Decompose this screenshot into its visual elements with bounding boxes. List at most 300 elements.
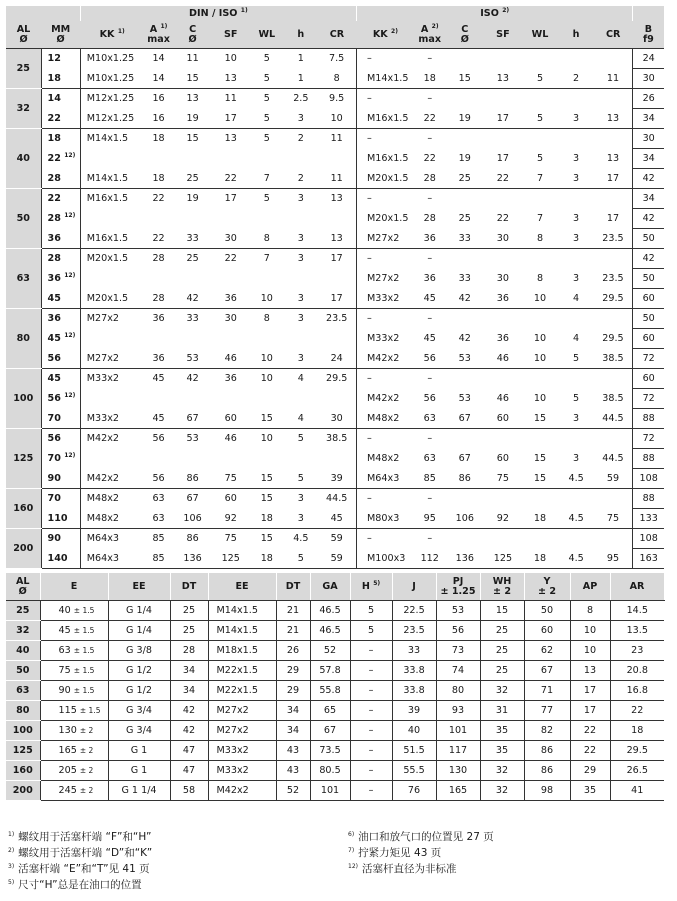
- table2-row: [6, 621, 664, 641]
- table2-cell: 32: [480, 681, 524, 701]
- table2-cell: 76: [392, 781, 436, 801]
- din-cell: 18: [249, 549, 284, 569]
- table2-row: [6, 781, 664, 801]
- footnote-text: 活塞杆端 “E”和“T”见 41 页: [18, 863, 150, 875]
- table2-header-5: [276, 573, 310, 601]
- iso-cell: 18: [414, 69, 445, 89]
- din-cell: [284, 269, 317, 289]
- din-cell: 13: [224, 133, 237, 145]
- footnote-ref: 2): [8, 847, 15, 854]
- table1-header-12: [484, 21, 521, 49]
- din-cell: [173, 209, 212, 229]
- table2-cell: 80.5: [310, 761, 350, 781]
- rod-mm-value: 70: [47, 493, 61, 505]
- din-cell: 3: [284, 289, 317, 309]
- table2-cell: 60: [524, 621, 570, 641]
- iso-cell: [445, 129, 484, 149]
- table1-row: [6, 309, 664, 329]
- iso-cell: 15: [445, 69, 484, 89]
- table2-header-2: [108, 573, 170, 601]
- table1-header-label: MM: [51, 23, 71, 35]
- iso-cell: –: [427, 53, 433, 65]
- din-cell: 67: [173, 409, 212, 429]
- iso-cell: 19: [445, 109, 484, 129]
- din-cell: M64x3: [80, 529, 144, 549]
- table2-cell: 42: [170, 721, 208, 741]
- table1-header-2: [80, 21, 144, 49]
- iso-cell: 22: [484, 169, 521, 189]
- din-cell: [80, 209, 144, 229]
- din-cell: 63: [152, 493, 165, 505]
- table1-body: [6, 49, 664, 569]
- table2-cell: 67: [524, 661, 570, 681]
- table2-header-7: [350, 573, 392, 601]
- din-cell: 13: [317, 229, 356, 249]
- din-cell: [80, 149, 144, 169]
- din-cell: 36: [152, 313, 165, 325]
- table2-header-6: [310, 573, 350, 601]
- rod-mm-value: 110: [47, 512, 68, 524]
- b-f9-cell: 50: [633, 309, 664, 329]
- iso-cell: M100x3: [357, 549, 415, 569]
- table2-cell: 20.8: [610, 661, 664, 681]
- din-cell: [317, 149, 356, 169]
- table2-body: [6, 601, 664, 801]
- iso-cell: 2: [559, 69, 594, 89]
- iso-cell: [594, 529, 633, 549]
- table2-cell: 34: [276, 701, 310, 721]
- din-cell: 92: [212, 509, 249, 529]
- din-cell: M48x2: [80, 509, 144, 529]
- iso-cell: 136: [445, 549, 484, 569]
- table1-row: [6, 49, 664, 69]
- b-f9-cell: 108: [633, 529, 664, 549]
- iso-cell: –: [427, 373, 433, 385]
- iso-cell: –: [367, 53, 372, 65]
- iso-cell: 5: [521, 69, 558, 89]
- iso-cell: 42: [445, 289, 484, 309]
- table1-row: [6, 429, 664, 449]
- din-cell: 13: [186, 93, 199, 105]
- table2-cell: G 1/4: [108, 621, 170, 641]
- bore-al-cell: 25: [6, 49, 41, 89]
- b-f9-cell: 26: [633, 89, 664, 109]
- table1-header-sublabel: Ø: [188, 33, 197, 45]
- iso-cell: [484, 49, 521, 69]
- iso-cell: 95: [594, 549, 633, 569]
- table2-header-sublabel: Ø: [18, 585, 27, 597]
- din-cell: 125: [212, 549, 249, 569]
- b-f9-cell: 24: [633, 49, 664, 69]
- e-tolerance: ± 1.5: [79, 706, 101, 715]
- table2-cell: 23.5: [392, 621, 436, 641]
- iso-cell: 22: [423, 153, 436, 164]
- din-cell: 16: [144, 109, 173, 129]
- din-cell: 18: [152, 133, 165, 145]
- din-iso-dimensions-table: [6, 6, 664, 569]
- din-cell: 46: [224, 433, 237, 445]
- iso-cell: 5: [521, 109, 558, 129]
- din-cell: 5: [249, 69, 284, 89]
- iso-cell: –: [367, 93, 372, 105]
- iso-cell: 15: [533, 453, 547, 464]
- table1-header-1: [41, 21, 80, 49]
- rod-mm-cell: [41, 69, 80, 89]
- din-cell: 86: [186, 533, 199, 545]
- iso-cell: 25: [445, 169, 484, 189]
- iso-cell: 18: [521, 509, 558, 529]
- din-cell: [144, 389, 173, 409]
- din-cell: M42x2: [80, 429, 144, 449]
- iso-cell: 30: [484, 229, 521, 249]
- iso-cell: –: [367, 433, 372, 445]
- table2-cell: 65: [310, 701, 350, 721]
- table1-header-label: CR: [606, 28, 621, 40]
- table2-cell: 86: [524, 741, 570, 761]
- table2-cell: M33x2: [208, 761, 276, 781]
- din-cell: 8: [249, 229, 284, 249]
- din-cell: [80, 389, 144, 409]
- din-cell: [284, 449, 317, 469]
- din-cell: 75: [224, 533, 237, 545]
- din-cell: [284, 389, 317, 409]
- rod-mm-cell: [41, 389, 80, 409]
- b-f9-cell: 60: [633, 289, 664, 309]
- iso-cell: –: [367, 253, 372, 265]
- din-cell: [212, 149, 249, 169]
- din-cell: 25: [173, 169, 212, 189]
- iso-cell: [484, 309, 521, 329]
- din-cell: 3: [297, 313, 304, 325]
- bore-al-cell: 63: [6, 249, 41, 309]
- b-f9-cell: 72: [633, 389, 664, 409]
- table1-header-6: [249, 21, 284, 49]
- din-cell: 22: [212, 169, 249, 189]
- din-cell: 11: [317, 129, 356, 149]
- table1-header-ref: 2): [431, 22, 439, 30]
- din-cell: 45: [152, 373, 165, 385]
- din-cell: 7: [263, 253, 270, 265]
- table2-cell: –: [350, 761, 392, 781]
- table2-cell: 74: [436, 661, 480, 681]
- iso-cell: [484, 89, 521, 109]
- iso-cell: 3: [573, 453, 580, 464]
- table2-cell: 73: [436, 641, 480, 661]
- iso-cell: [445, 529, 484, 549]
- din-cell: 33: [173, 229, 212, 249]
- iso-cell: 46: [496, 393, 510, 404]
- din-cell: 22: [152, 193, 165, 205]
- rod-mm-cell: [41, 169, 80, 189]
- table2-cell: M14x1.5: [208, 621, 276, 641]
- rod-mm-cell: [41, 369, 80, 389]
- din-cell: 3: [297, 253, 304, 265]
- iso-cell: 75: [484, 469, 521, 489]
- iso-cell: –: [427, 433, 433, 445]
- table1-row: [6, 189, 664, 209]
- din-cell: [249, 329, 284, 349]
- table1-header-label: SF: [223, 28, 238, 40]
- iso-cell: M48x2: [357, 409, 415, 429]
- iso-cell: [521, 49, 558, 69]
- din-cell: 22: [224, 253, 237, 265]
- table1-header-label: SF: [496, 28, 510, 40]
- iso-cell: 10: [533, 333, 547, 344]
- din-cell: 5: [263, 53, 270, 65]
- din-cell: 60: [212, 409, 249, 429]
- table2-cell: 34: [170, 661, 208, 681]
- table1-row: [6, 69, 664, 89]
- bore-al-cell: 160: [6, 489, 41, 529]
- rod-mm-cell: [41, 129, 80, 149]
- table2-header-label: GA: [322, 580, 338, 592]
- table1-header-14: [559, 21, 594, 49]
- table1-row: [6, 169, 664, 189]
- table2-cell: 5: [350, 621, 392, 641]
- table2-cell: 67: [310, 721, 350, 741]
- din-cell: 2: [297, 133, 304, 145]
- rod-mm-ref: 12): [64, 332, 76, 339]
- table2-header: [6, 573, 664, 601]
- iso-cell: [521, 489, 558, 509]
- iso-cell: M64x3: [357, 469, 415, 489]
- table2-cell: 22: [570, 721, 610, 741]
- footnote-ref: 6): [348, 831, 355, 838]
- din-cell: 11: [186, 53, 199, 65]
- iso-cell: 10: [533, 393, 547, 404]
- table2-cell: 86: [524, 761, 570, 781]
- b-f9-cell: 34: [633, 189, 664, 209]
- rod-mm-cell: [41, 529, 80, 549]
- din-cell: 17: [317, 249, 356, 269]
- iso-cell: 56: [414, 349, 445, 369]
- iso-cell: 33: [445, 229, 484, 249]
- din-cell: 59: [317, 529, 356, 549]
- footnote: [8, 877, 152, 893]
- din-cell: 11: [317, 169, 356, 189]
- table2-cell: 52: [276, 781, 310, 801]
- table2-cell: 32: [480, 761, 524, 781]
- table1-header-sublabel: max: [418, 33, 442, 45]
- din-cell: 3: [284, 229, 317, 249]
- din-cell: M20x1.5: [80, 289, 144, 309]
- din-cell: [173, 389, 212, 409]
- bore-al-cell: 200: [6, 529, 41, 569]
- din-cell: [144, 269, 173, 289]
- table1-header-11: [445, 21, 484, 49]
- table1-header-label: KK: [372, 28, 388, 40]
- table2-cell: 33: [392, 641, 436, 661]
- din-cell: [317, 389, 356, 409]
- table2-cell: 25: [480, 661, 524, 681]
- iso-cell: M42x2: [367, 393, 400, 404]
- iso-cell: M27x2: [367, 273, 400, 284]
- din-cell: 13: [317, 189, 356, 209]
- din-cell: M27x2: [80, 349, 144, 369]
- iso-cell: [521, 429, 558, 449]
- e-cell: [40, 701, 108, 721]
- table2-cell: G 3/4: [108, 721, 170, 741]
- table1-row: [6, 549, 664, 569]
- e-tolerance: ± 2: [79, 786, 94, 795]
- table2-cell: 23: [610, 641, 664, 661]
- iso-cell: M14x1.5: [357, 69, 415, 89]
- table2-cell: 13.5: [610, 621, 664, 641]
- iso-group-header: ISO $^{2)}$: [357, 6, 633, 21]
- din-cell: 24: [317, 349, 356, 369]
- iso-cell: [594, 489, 633, 509]
- e-value: 90: [58, 685, 71, 696]
- table2-cell: 13: [570, 661, 610, 681]
- iso-cell: 44.5: [602, 453, 624, 464]
- din-cell: 56: [144, 469, 173, 489]
- table2-row: [6, 601, 664, 621]
- din-cell: 15: [249, 469, 284, 489]
- din-cell: 5: [263, 193, 270, 205]
- table2-cell: 40: [392, 721, 436, 741]
- iso-cell: 23.5: [602, 273, 624, 284]
- table2-cell: G 1 1/4: [108, 781, 170, 801]
- iso-cell: [445, 49, 484, 69]
- table2-header-3: [170, 573, 208, 601]
- din-cell: 15: [249, 409, 284, 429]
- din-cell: [317, 269, 356, 289]
- rod-mm-value: 56: [47, 393, 61, 404]
- iso-cell: [559, 249, 594, 269]
- din-cell: [284, 209, 317, 229]
- din-cell: 53: [186, 433, 199, 445]
- din-cell: 10: [260, 433, 273, 445]
- table2-cell: 25: [170, 601, 208, 621]
- iso-cell: –: [427, 493, 433, 505]
- din-cell: [144, 329, 173, 349]
- din-cell: 85: [152, 533, 165, 545]
- rod-mm-value: 36: [47, 232, 61, 244]
- iso-cell: 33: [458, 273, 471, 284]
- table1-header: [6, 6, 664, 49]
- iso-cell: 28: [414, 169, 445, 189]
- table1-row: [6, 289, 664, 309]
- table2-header-ref: 5): [373, 579, 381, 587]
- bore-al-cell: 40: [6, 129, 41, 189]
- table1-header-label: KK: [99, 28, 115, 40]
- e-value: 40: [58, 605, 71, 616]
- table2-cell: 56: [436, 621, 480, 641]
- iso-cell: [484, 529, 521, 549]
- rod-mm-value: 36: [47, 313, 61, 325]
- din-cell: 14: [152, 53, 165, 65]
- rod-mm-cell: [41, 429, 80, 449]
- e-cell: [40, 761, 108, 781]
- iso-cell: [559, 309, 594, 329]
- table2-cell: 98: [524, 781, 570, 801]
- rod-mm-value: 22: [47, 112, 61, 124]
- iso-cell: 3: [559, 229, 594, 249]
- b-f9-cell: 88: [633, 449, 664, 469]
- table1-row: [6, 329, 664, 349]
- din-cell: 1: [284, 69, 317, 89]
- table2-cell: 47: [170, 761, 208, 781]
- din-cell: 11: [224, 93, 237, 105]
- table1-header-label: WL: [258, 28, 276, 40]
- iso-cell: M33x2: [367, 333, 400, 344]
- rod-mm-cell: [41, 409, 80, 429]
- table1-row: [6, 409, 664, 429]
- footnote: [8, 829, 152, 845]
- rod-mm-ref: 12): [64, 452, 76, 459]
- iso-cell: 3: [573, 213, 580, 224]
- rod-mm-value: 45: [47, 333, 61, 344]
- din-cell: M12x1.25: [80, 89, 144, 109]
- table2-cell: 47: [170, 741, 208, 761]
- footnote-ref: 1): [8, 831, 15, 838]
- rod-mm-cell: [41, 329, 80, 349]
- table1-header-ref: 1): [160, 22, 168, 30]
- table1-header-label: h: [572, 28, 580, 40]
- iso-cell: 36: [423, 273, 436, 284]
- b-f9-cell: 42: [633, 249, 664, 269]
- e-cell: [40, 781, 108, 801]
- table2-row: [6, 721, 664, 741]
- din-cell: 19: [186, 193, 199, 205]
- din-cell: 59: [317, 549, 356, 569]
- table1-header-15: [594, 21, 633, 49]
- din-cell: [249, 449, 284, 469]
- din-cell: 28: [152, 253, 165, 265]
- din-cell: [80, 269, 144, 289]
- table2-cell: 18: [610, 721, 664, 741]
- footnotes-left: [8, 829, 152, 893]
- table2-cell: 22.5: [392, 601, 436, 621]
- table2-cell: 35: [480, 741, 524, 761]
- iso-cell: M20x1.5: [357, 169, 415, 189]
- table2-cell: 21: [276, 601, 310, 621]
- iso-cell: [594, 429, 633, 449]
- rod-mm-value: 14: [47, 93, 61, 105]
- rod-mm-ref: 12): [64, 212, 76, 219]
- iso-cell: 17: [496, 153, 510, 164]
- table2-cell: 26.5: [610, 761, 664, 781]
- din-cell: 106: [173, 509, 212, 529]
- rod-mm-value: 70: [47, 453, 61, 464]
- iso-cell: [445, 309, 484, 329]
- table2-cell: 55.5: [392, 761, 436, 781]
- table2-cell: 62: [524, 641, 570, 661]
- iso-cell: 53: [458, 393, 471, 404]
- table1-header-7: [284, 21, 317, 49]
- table2-header-sublabel: ± 1.25: [440, 585, 476, 597]
- bore-al-cell: 50: [6, 189, 41, 249]
- iso-cell: [484, 189, 521, 209]
- table2-header-label: AP: [582, 580, 598, 592]
- b-f9-cell: 50: [633, 269, 664, 289]
- iso-cell: 7: [521, 169, 558, 189]
- din-cell: 1: [297, 53, 304, 65]
- table1-header-sublabel: max: [147, 33, 170, 45]
- table2-cell: 101: [310, 781, 350, 801]
- din-cell: 15: [173, 69, 212, 89]
- table2-cell: 28: [170, 641, 208, 661]
- rod-mm-value: 56: [47, 352, 61, 364]
- iso-cell: 4.5: [559, 549, 594, 569]
- iso-cell: –: [367, 193, 372, 205]
- table2-cell: 21: [276, 621, 310, 641]
- table2-cell: G 1/4: [108, 601, 170, 621]
- rod-mm-value: 28: [47, 253, 61, 265]
- footnote: [8, 845, 152, 861]
- table1-header-10: [414, 21, 445, 49]
- iso-cell: [521, 89, 558, 109]
